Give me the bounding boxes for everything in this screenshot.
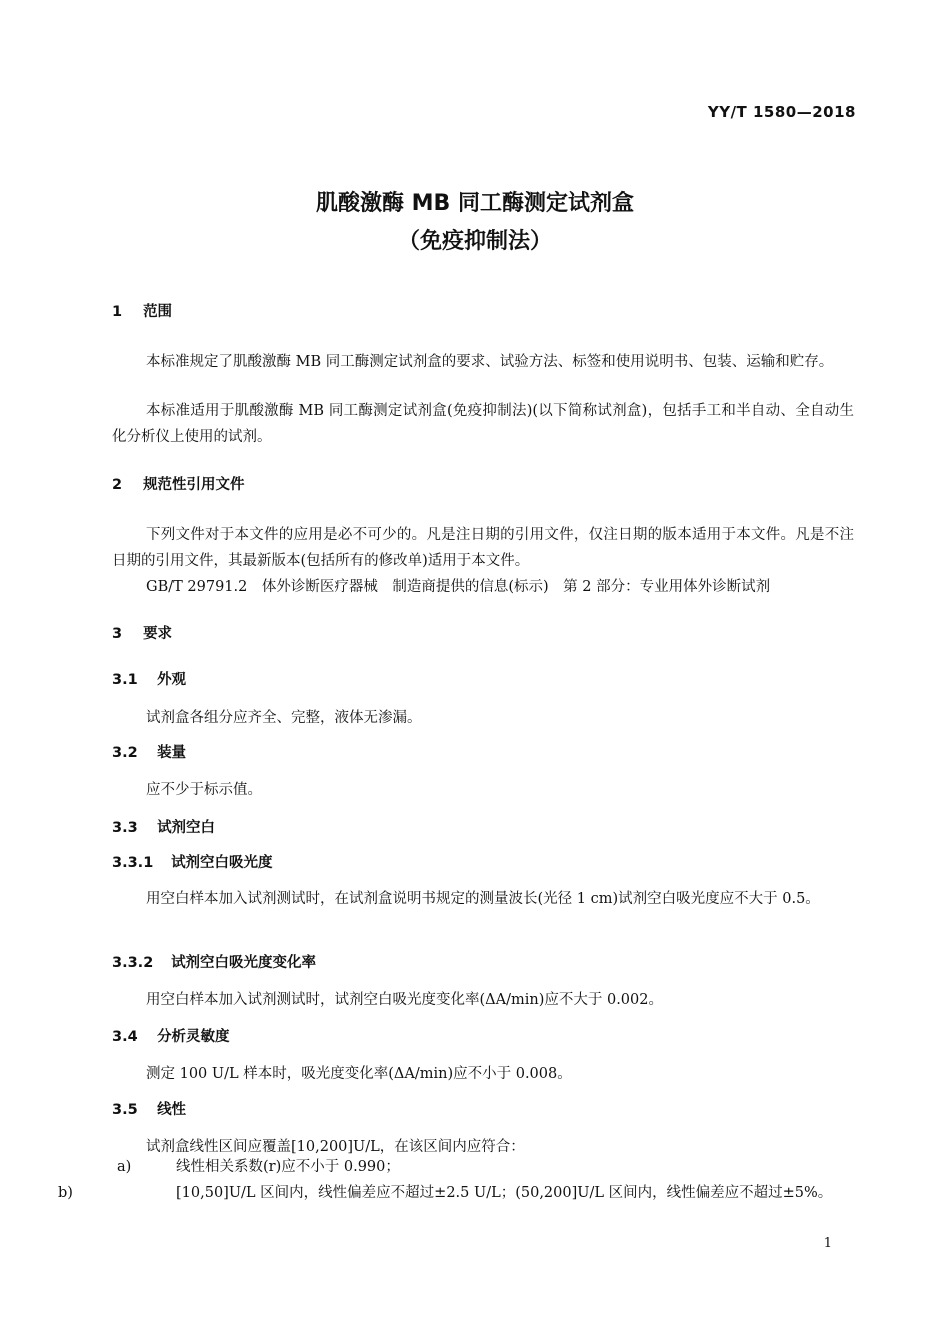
normative-reference: GB/T 29791.2 体外诊断医疗器械 制造商提供的信息(标示) 第 2 部分：专业用体外诊断试剂 (146, 579, 771, 595)
section-2-paragraph-1: 下列文件对于本文件的应用是必不可少的。凡是注日期的引用文件，仅注日期的版本适用于本文件。凡是不注日期的引用文件，其最新版本(包括所有的修改单)适用于本文件。 (112, 527, 854, 569)
section-heading-3-2: 3.2 装量 (112, 745, 187, 761)
section-heading-3-1: 3.1 外观 (112, 672, 187, 688)
section-heading-3-3: 3.3 试剂空白 (112, 820, 216, 836)
section-heading-3-3-1: 3.3.1 试剂空白吸光度 (112, 855, 273, 871)
section-3-2-text: 应不少于标示值。 (146, 782, 262, 798)
section-3-4-text: 测定 100 U/L 样本时，吸光度变化率(ΔA/min)应不小于 0.008。 (146, 1066, 572, 1082)
document-subtitle: （免疫抑制法） (397, 229, 552, 254)
section-heading-2: 2 规范性引用文件 (112, 477, 245, 493)
section-heading-3: 3 要求 (112, 626, 173, 642)
section-3-3-2-text: 用空白样本加入试剂测试时，试剂空白吸光度变化率(ΔA/min)应不大于 0.002。 (146, 992, 663, 1008)
section-3-1-text: 试剂盒各组分应齐全、完整，液体无渗漏。 (146, 710, 422, 726)
page-number: 1 (823, 1236, 832, 1251)
section-heading-3-5: 3.5 线性 (112, 1102, 187, 1118)
list-item: a) 线性相关系数(r)应不小于 0.990； (117, 1159, 400, 1175)
section-heading-1: 1 范围 (112, 304, 173, 320)
section-1-paragraph-1: 本标准规定了肌酸激酶 MB 同工酶测定试剂盒的要求、试验方法、标签和使用说明书、包装、运输和贮存。 (146, 354, 834, 370)
section-heading-3-4: 3.4 分析灵敏度 (112, 1029, 230, 1045)
standard-number: YY/T 1580—2018 (707, 103, 856, 121)
list-item: b) [10,50]U/L 区间内，线性偏差应不超过±2.5 U/L；(50,200]U/L 区间内，线性偏差应不超过±5%。 (58, 1185, 833, 1201)
document-title: 肌酸激酶 MB 同工酶测定试剂盒 (316, 191, 634, 216)
section-heading-3-3-2: 3.3.2 试剂空白吸光度变化率 (112, 955, 317, 971)
section-3-5-text: 试剂盒线性区间应覆盖[10,200]U/L，在该区间内应符合： (146, 1139, 525, 1155)
section-3-3-1-text: 用空白样本加入试剂测试时，在试剂盒说明书规定的测量波长(光径 1 cm)试剂空白吸光度应不大于 0.5。 (146, 891, 820, 907)
section-1-paragraph-2: 本标准适用于肌酸激酶 MB 同工酶测定试剂盒(免疫抑制法)(以下简称试剂盒)，包括手工和半自动、全自动生化分析仪上使用的试剂。 (112, 403, 854, 445)
